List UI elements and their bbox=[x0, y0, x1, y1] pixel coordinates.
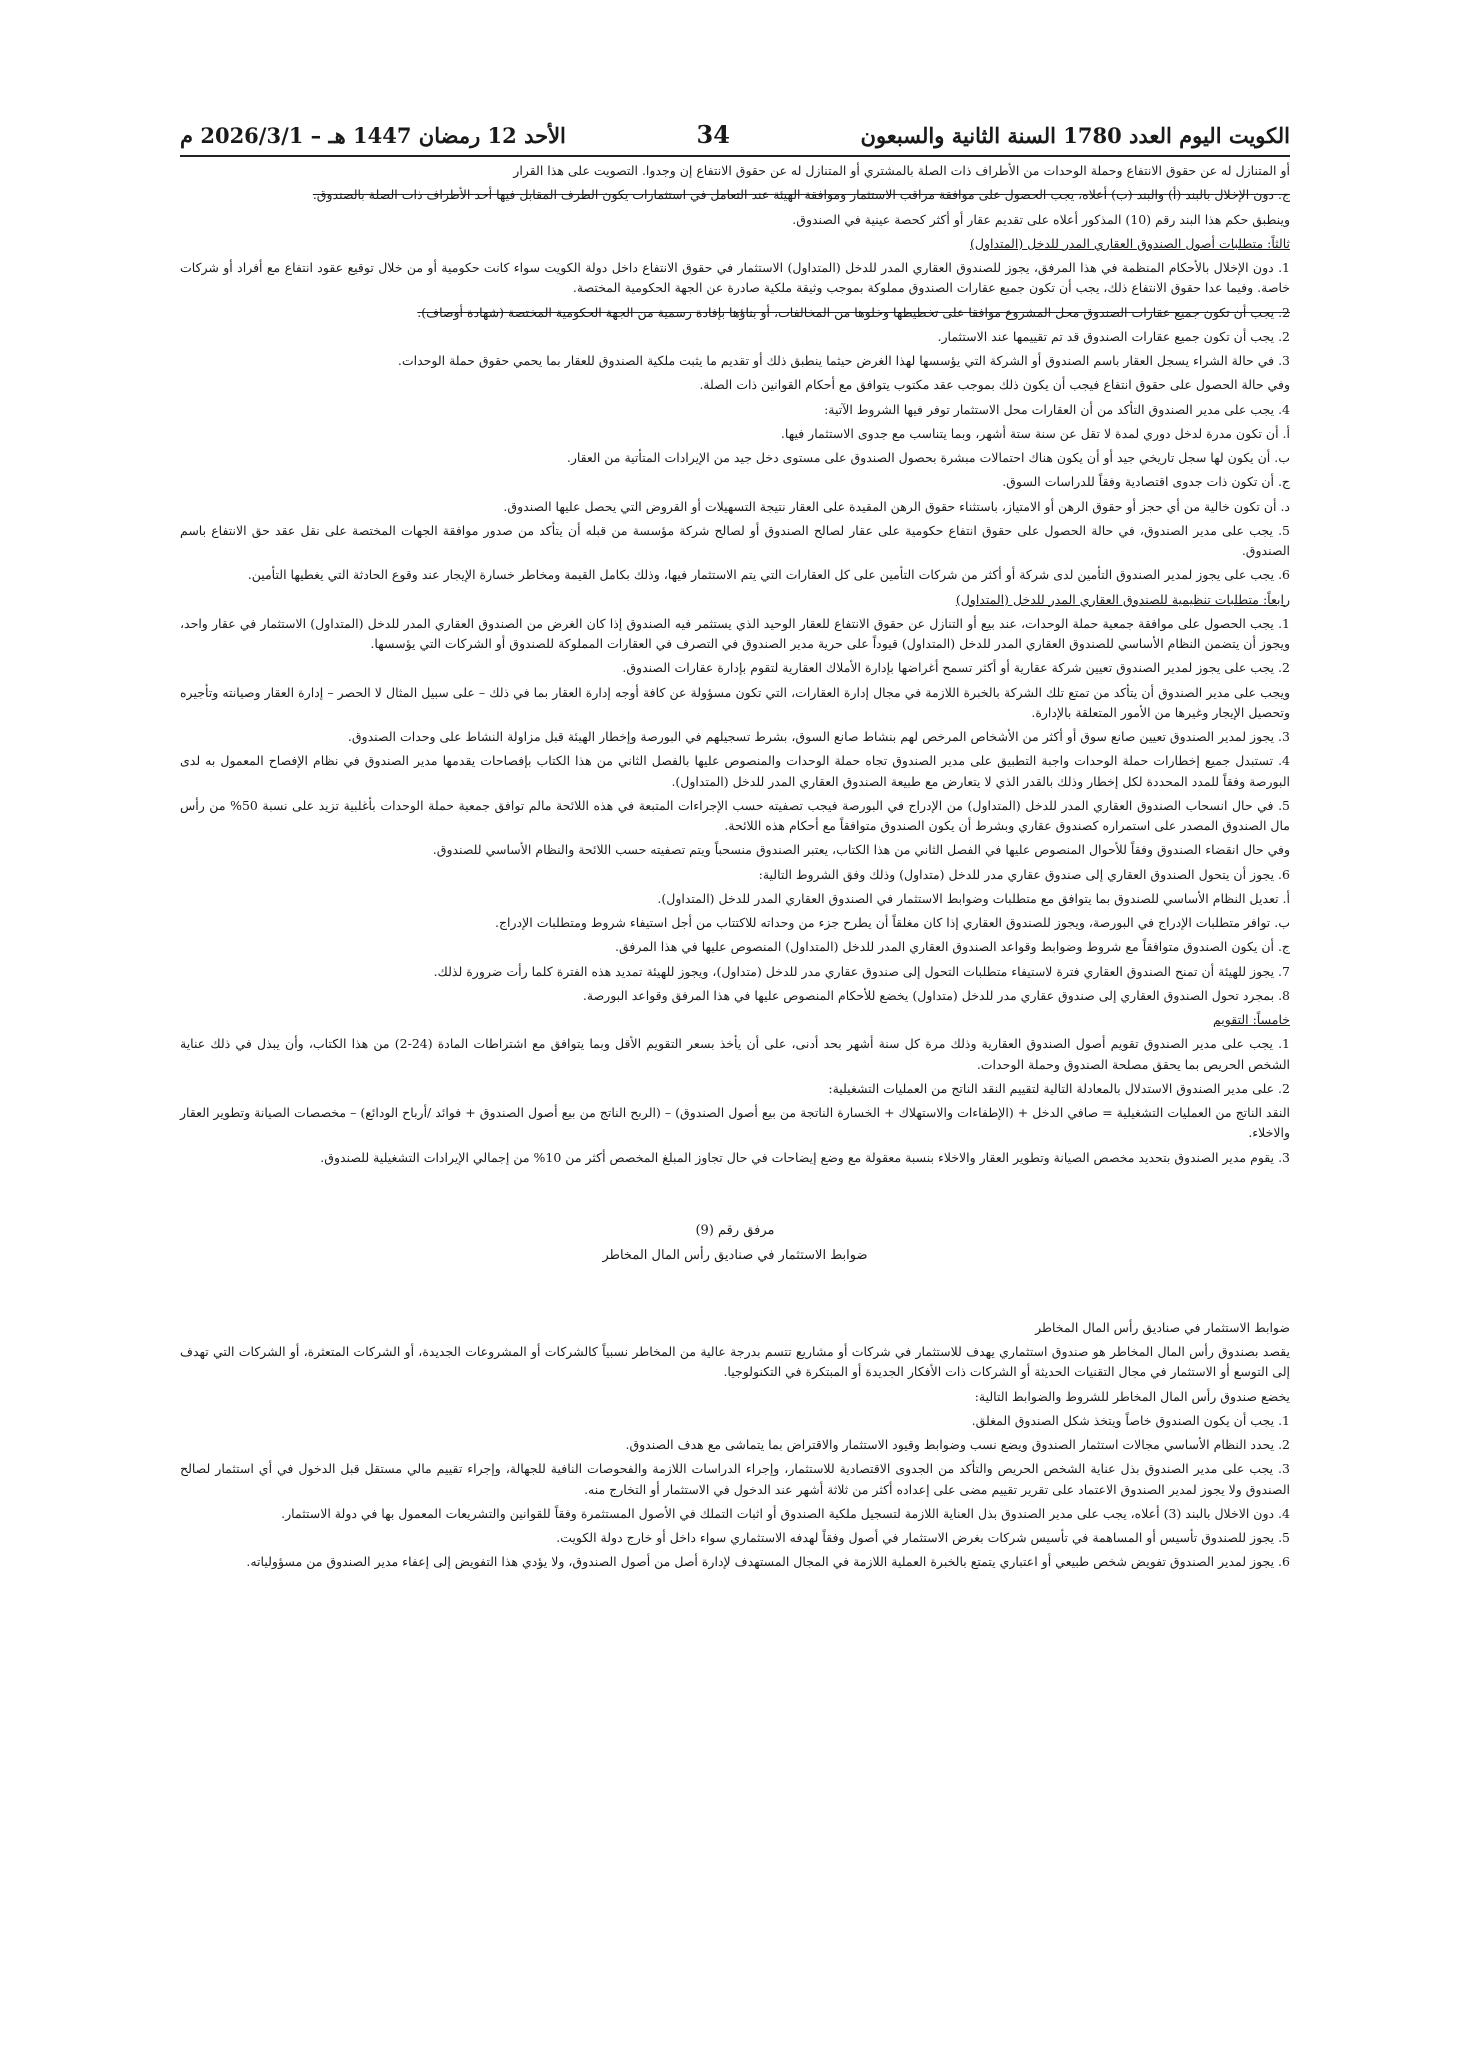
paragraph: 2. يحدد النظام الأساسي مجالات استثمار الصندوق ويضع نسب وضوابط وقيود الاستثمار والاقتراض بما يتماشى مع هدف الصندوق. bbox=[625, 1437, 1290, 1453]
issue-info: الكويت اليوم العدد 1780 السنة الثانية والسبعون bbox=[860, 123, 1290, 148]
paragraph: أ. أن تكون مدرة لدخل دوري لمدة لا تقل عن سنة ستة أشهر، وبما يتناسب مع جدوى الاستثمار فيها. bbox=[780, 425, 1290, 441]
paragraph: ضوابط الاستثمار في صناديق رأس المال المخاطر bbox=[1035, 1319, 1290, 1335]
paragraph: 4. تستبدل جميع إخطارات حملة الوحدات واجبة التطبيق على مدير الصندوق تجاه حملة الوحدات والمنصوص عليها بالفصل الثاني من هذا الكتاب بإفصاحات يقدمها مدير الصندوق في نظام الإفصاح المعمول به لدى البورصة وفقاً للمدد المحددة لكل إخطار وذلك بالقدر الذي لا يتعارض مع طبيعة الصندوق العقاري المدر للدخل (المتداول). bbox=[180, 753, 1290, 789]
paragraph: 3. يجب على مدير الصندوق بذل عناية الشخص الحريص والتأكد من الجدوى الاقتصادية للاستثمار، وإجراء الدراسات اللازمة والفحوصات النافية للجهالة، وإجراء تقييم مالي مستقل قبل الدخول في أي استثمار لصالح الصندوق ولا يجوز لمدير الصندوق الاعتماد على تقرير تقييم مضى على إعداده أكثر من ثلاثة أشهر عند الدخول في الاستثمار أو التخارج منه. bbox=[180, 1461, 1290, 1497]
section-heading: خامساً: التقويم bbox=[1212, 1012, 1290, 1027]
paragraph: 7. يجوز للهيئة أن تمنح الصندوق العقاري فترة لاستيفاء متطلبات التحول إلى صندوق عقاري مدر للدخل (متداول)، ويجوز للهيئة تمديد هذه الفترة كلما رأت ضرورة لذلك. bbox=[433, 963, 1290, 979]
paragraph: ب. أن يكون لها سجل تاريخي جيد أو أن يكون هناك احتمالات مبشرة بحصول الصندوق على مستوى دخل جيد من الإيرادات المتأتية من العقار. bbox=[566, 450, 1290, 465]
annex-title: ضوابط الاستثمار في صناديق رأس المال المخاطر bbox=[602, 1247, 868, 1263]
paragraph: 1. دون الإخلال بالأحكام المنظمة في هذا المرفق، يجوز للصندوق العقاري المدر للدخل (المتداول) الاستثمار في حقوق الانتفاع داخل دولة الكويت سواء كانت حكومية أو من خلال توقيع عقود انتفاع مع أفراد أو شركات خاصة. وفيما عدا حقوق الانتفاع ذلك، يجب أن تكون جميع عقارات الصندوق مملوكة بموجب وثيقة ملكية صادرة عن الجهة الحكومية المختصة. bbox=[180, 260, 1290, 296]
paragraph: 5. يجب على مدير الصندوق، في حالة الحصول على حقوق انتفاع حكومية على عقار لصالح الصندوق أو لصالح شركة مؤسسة من قبله أن يتأكد من صدور موافقة الجهات المختصة على نقل عقد حق الانتفاع باسم الصندوق. bbox=[180, 522, 1290, 558]
annex-title: مرفق رقم (9) bbox=[695, 1222, 775, 1238]
paragraph: 5. يجوز للصندوق تأسيس أو المساهمة في تأسيس شركات بغرض الاستثمار في أصول وفقاً لهدفه الاستثماري سواء داخل أو خارج دولة الكويت. bbox=[556, 1530, 1290, 1546]
paragraph: 3. يقوم مدير الصندوق بتحديد مخصص الصيانة وتطوير العقار والاخلاء بنسبة معقولة مع وضع إيضاحات في حال تجاوز المبلغ المخصص أكثر من 10% من إجمالي الإيرادات التشغيلية للصندوق. bbox=[320, 1149, 1290, 1165]
paragraph: 3. في حالة الشراء يسجل العقار باسم الصندوق أو الشركة التي يؤسسها لهذا الغرض حيثما ينطبق ذلك أو تقديم ما يثبت ملكية الصندوق للعقار بما يحمي حقوق حملة الوحدات. bbox=[397, 353, 1290, 368]
paragraph: وينطبق حكم هذا البند رقم (10) المذكور أعلاه على تقديم عقار أو أكثر كحصة عينية في الصندوق. bbox=[792, 211, 1290, 227]
paragraph: ويجب على مدير الصندوق أن يتأكد من تمتع تلك الشركة بالخبرة اللازمة في مجال إدارة العقارات، التي تكون مسؤولة عن كافة أوجه إدارة العقار بما في ذلك – على سبيل المثال لا الحصر – إدارة العقار وصيانته وتأجيره وتحصيل الإيجار وغيرها من الأمور المتعلقة بالإدارة. bbox=[180, 684, 1290, 720]
paragraph: 3. يجوز لمدير الصندوق تعيين صانع سوق أو أكثر من الأشخاص المرخص لهم بنشاط صانع السوق، بشرط تسجيلهم في البورصة وإخطار الهيئة قبل مزاولة النشاط على وحدات الصندوق. bbox=[347, 729, 1290, 744]
spacer bbox=[180, 1172, 1290, 1220]
paragraph: ج. أن يكون الصندوق متوافقاً مع شروط وضوابط وقواعد الصندوق العقاري المدر للدخل (المتداول) المنصوص عليها في هذا المرفق. bbox=[614, 939, 1290, 955]
paragraph: 2. يجب أن تكون جميع عقارات الصندوق قد تم تقييمها عند الاستثمار. bbox=[937, 328, 1290, 344]
section-heading: ثالثاً: متطلبات أصول الصندوق العقاري المدر للدخل (المتداول) bbox=[970, 235, 1290, 251]
paragraph: يقصد بصندوق رأس المال المخاطر هو صندوق استثماري يهدف للاستثمار في شركات أو مشاريع تتسم بدرجة عالية من المخاطر نسبياً كالشركات أو المشروعات الجديدة، أو الشركات المتعثرة، أو الشركات التي تهدف إلى التوسع أو الاستثمار في مجال التقنيات الحديثة أو الشركات ذات الأفكار الجديدة أو المبتكرة في التكنولوجيا. bbox=[180, 1344, 1290, 1380]
issue-date: الأحد 12 رمضان 1447 هـ – 2026/3/1 م bbox=[180, 123, 566, 148]
paragraph: ب. توافر متطلبات الإدراج في البورصة، ويجوز للصندوق العقاري إذا كان مغلقاً أن يطرح جزء من وحداته للاكتتاب من أجل استيفاء شروط ومتطلبات الإدراج. bbox=[495, 915, 1290, 930]
paragraph: وفي حال انقضاء الصندوق وفقاً للأحوال المنصوص عليها في الفصل الثاني من هذا الكتاب، يعتبر الصندوق منسحباً ويتم تصفيته حسب اللائحة والنظام الأساسي للصندوق. bbox=[432, 842, 1290, 858]
paragraph: 1. يجب الحصول على موافقة جمعية حملة الوحدات، عند بيع أو التنازل عن حقوق الانتفاع للعقار الوحيد الذي يستثمر فيه الصندوق إذا كان الغرض من الصندوق العقاري المدر للدخل (المتداول) الاستثمار في عقار واحد، ويجوز أن يتضمن النظام الأساسي للصندوق العقاري المدر للدخل (المتداول) قيوداً على حرية مدير الصندوق في التصرف في العقارات المملوكة للصندوق أو الشركات التي يؤسسها. bbox=[180, 615, 1290, 651]
deleted-paragraph: 2. يجب أن تكون جميع عقارات الصندوق محل المشروع موافقا على تخطيطها وخلوها من المخالفات، أو بناؤها بإفادة رسمية من الجهة الحكومية المختصة (شهادة أوصاف). bbox=[417, 304, 1290, 320]
paragraph: 6. يجوز لمدير الصندوق تفويض شخص طبيعي أو اعتباري يتمتع بالخبرة العملية اللازمة في المجال المستهدف لإدارة أصل من أصول الصندوق، ولا يؤدي هذا التفويض إلى إعفاء مدير الصندوق من مسؤولياته. bbox=[246, 1554, 1290, 1570]
gazette-page bbox=[180, 120, 1290, 1577]
paragraph: 1. يجب أن يكون الصندوق خاصاً ويتخذ شكل الصندوق المغلق. bbox=[971, 1412, 1290, 1428]
page-number: 34 bbox=[696, 120, 730, 149]
paragraph: 8. بمجرد تحول الصندوق العقاري إلى صندوق عقاري مدر للدخل (متداول) يخضع للأحكام المنصوص عليها في هذا المرفق وقواعد البورصة. bbox=[582, 987, 1290, 1003]
paragraph: 4. دون الاخلال بالبند (3) أعلاه، يجب على مدير الصندوق بذل العناية اللازمة لتسجيل ملكية الصندوق أو اثبات التملك في الأصول المستثمرة وفقاً للقوانين والتشريعات المعمول بها في دولة الاستثمار. bbox=[281, 1505, 1290, 1521]
paragraph: أ. تعديل النظام الأساسي للصندوق بما يتوافق مع متطلبات وضوابط الاستثمار في الصندوق العقاري المدر للدخل (المتداول). bbox=[657, 890, 1290, 906]
section-heading: رابعاً: متطلبات تنظيمية للصندوق العقاري المدر للدخل (المتداول) bbox=[955, 591, 1290, 607]
paragraph: 4. يجب على مدير الصندوق التأكد من أن العقارات محل الاستثمار توفر فيها الشروط الآتية: bbox=[824, 401, 1290, 417]
paragraph: النقد الناتج من العمليات التشغيلية = صافي الدخل + (الإطفاءات والاستهلاك + الخسارة الناتجة من بيع أصول الصندوق) – (الربح الناتج من بيع أصول الصندوق + فوائد /أرباح الودائع) – مخصصات الصيانة وتطوير العقار والاخلاء. bbox=[180, 1105, 1290, 1141]
paragraph: ج. أن تكون ذات جدوى اقتصادية وفقاً للدراسات السوق. bbox=[1002, 474, 1290, 490]
paragraph: 6. يجوز أن يتحول الصندوق العقاري إلى صندوق عقاري مدر للدخل (متداول) وذلك وفق الشروط التالية: bbox=[758, 866, 1290, 882]
deleted-paragraph: ج. دون الإخلال بالبند (أ) والبند (ب) أعلاه، يجب الحصول على موافقة مراقب الاستثمار وموافقة الهيئة عند التعامل في استثمارات يكون الطرف المقابل فيها أحد الأطراف ذات الصلة بالصندوق. bbox=[312, 187, 1290, 203]
paragraph: 2. يجب على يجوز لمدير الصندوق تعيين شركة عقارية أو أكثر تسمح أغراضها بإدارة الأملاك العقارية لتقوم بإدارة عقارات الصندوق. bbox=[622, 660, 1290, 676]
paragraph: 6. يجب على يجوز لمدير الصندوق التأمين لدى شركة أو أكثر من شركات التأمين على كل العقارات التي يتم الاستثمار فيها، وذلك بكامل القيمة ومخاطر خسارة الإيجار عند وقوع الحادثة التي يغطيها التأمين. bbox=[247, 567, 1290, 583]
paragraph: يخضع صندوق رأس المال المخاطر للشروط والضوابط التالية: bbox=[974, 1388, 1290, 1404]
document-body bbox=[180, 157, 1290, 1573]
paragraph: وفي حالة الحصول على حقوق انتفاع فيجب أن يكون ذلك بموجب عقد مكتوب يتوافق مع أحكام القوانين ذات الصلة. bbox=[699, 377, 1290, 393]
paragraph: د. أن تكون خالية من أي حجز أو حقوق الرهن أو الامتياز، باستثناء حقوق الرهن المقيدة على العقار نتيجة التسهيلات أو القروض التي يحصل عليها الصندوق. bbox=[503, 498, 1290, 514]
paragraph: 1. يجب على مدير الصندوق تقويم أصول الصندوق العقارية وذلك مرة كل سنة أشهر بحد أدنى، على أن يأخذ بسعر التقويم الأقل وبما يتوافق مع اشتراطات المادة (24-2) من هذا الكتاب، وأن يبذل في ذلك عناية الشخص الحريص بما يحقق مصلحة الصندوق وحملة الوحدات. bbox=[180, 1036, 1290, 1072]
spacer bbox=[180, 1270, 1290, 1318]
page-header bbox=[180, 120, 1290, 157]
paragraph: 2. على مدير الصندوق الاستدلال بالمعادلة التالية لتقييم النقد الناتج من العمليات التشغيلية: bbox=[828, 1080, 1290, 1096]
paragraph: 5. في حال انسحاب الصندوق العقاري المدر للدخل (المتداول) من الإدراج في البورصة فيجب تصفيته حسب الإجراءات المتبعة في هذه اللائحة مالم توافق جمعية حملة الوحدات بأغلبية تزيد على نسبة 50% من رأس مال الصندوق المصدر على استمراره كصندوق عقاري وبشرط أن يكون الصندوق متوافقاً مع أحكام هذه اللائحة. bbox=[180, 797, 1290, 833]
paragraph: أو المتنازل له عن حقوق الانتفاع وحملة الوحدات من الأطراف ذات الصلة بالمشتري أو المتنازل له عن حقوق الانتفاع إن وجدوا. التصويت على هذا القرار bbox=[513, 163, 1290, 178]
